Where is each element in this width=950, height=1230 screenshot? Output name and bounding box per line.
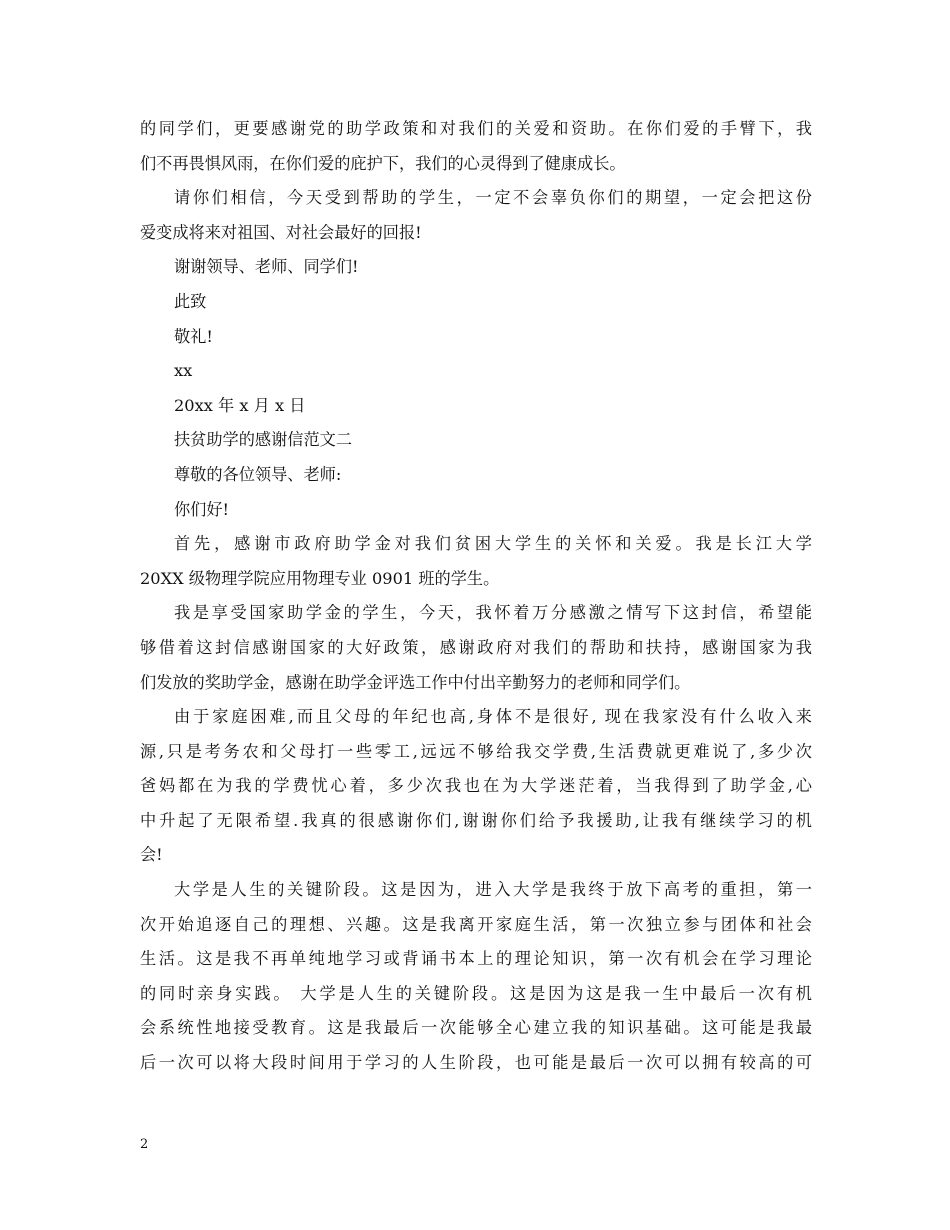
text-line: 后一次可以将大段时间用于学习的人生阶段，也可能是最后一次可以拥有较高的可 xyxy=(140,1053,812,1073)
text-line: 20XX 级物理学院应用物理专业 0901 班的学生。 xyxy=(140,568,500,588)
text-line: 够借着这封信感谢国家的大好政策，感谢政府对我们的帮助和扶持，感谢国家为我 xyxy=(140,637,812,657)
text-line: 请你们相信，今天受到帮助的学生，一定不会辜负你们的期望，一定会把这份 xyxy=(174,188,812,208)
text-line: 源,只是考务农和父母打一些零工,远远不够给我交学费,生活费就更难说了,多少次 xyxy=(140,741,812,761)
page-number: 2 xyxy=(140,1137,149,1152)
text-line: 会系统性地接受教育。这是我最后一次能够全心建立我的知识基础。这可能是我最 xyxy=(140,1018,812,1038)
text-line: 20xx 年 x 月 x 日 xyxy=(174,395,306,415)
text-line: 中升起了无限希望.我真的很感谢你们,谢谢你们给予我援助,让我有继续学习的机 xyxy=(140,810,812,830)
text-line: 你们好! xyxy=(174,499,230,519)
text-line: 首先，感谢市政府助学金对我们贫困大学生的关怀和关爱。我是长江大学 xyxy=(174,534,812,554)
text-line: 的同时亲身实践。 大学是人生的关键阶段。这是因为这是我一生中最后一次有机 xyxy=(140,983,812,1003)
text-line: 大学是人生的关键阶段。这是因为，进入大学是我终于放下高考的重担，第一 xyxy=(174,880,812,900)
text-line: 由于家庭困难,而且父母的年纪也高,身体不是很好, 现在我家没有什么收入来 xyxy=(174,707,812,727)
text-line: 尊敬的各位领导、老师: xyxy=(174,464,342,484)
text-line: 的同学们，更要感谢党的助学政策和对我们的关爱和资助。在你们爱的手臂下，我 xyxy=(140,119,812,138)
text-line: 我是享受国家助学金的学生，今天，我怀着万分感激之情写下这封信，希望能 xyxy=(174,603,812,623)
text-line: 会! xyxy=(140,845,163,865)
text-line: 爱变成将来对祖国、对社会最好的回报! xyxy=(140,222,422,242)
text-line: 爸妈都在为我的学费忧心着，多少次我也在为大学迷茫着，当我得到了助学金,心 xyxy=(140,776,812,796)
text-line: 谢谢领导、老师、同学们! xyxy=(174,257,359,277)
text-line: xx xyxy=(174,361,193,381)
document-body xyxy=(140,112,812,1081)
text-line: 敬礼! xyxy=(174,326,213,346)
text-line: 此致 xyxy=(174,291,207,311)
text-line: 次开始追逐自己的理想、兴趣。这是我离开家庭生活，第一次独立参与团体和社会 xyxy=(140,914,812,934)
text-line: 们发放的奖助学金，感谢在助学金评选工作中付出辛勤努力的老师和同学们。 xyxy=(140,672,691,692)
text-line: 生活。这是我不再单纯地学习或背诵书本上的理论知识，第一次有机会在学习理论 xyxy=(140,949,812,969)
section-title: 扶贫助学的感谢信范文二 xyxy=(174,430,353,450)
text-line: 们不再畏惧风雨，在你们爱的庇护下，我们的心灵得到了健康成长。 xyxy=(140,153,626,173)
